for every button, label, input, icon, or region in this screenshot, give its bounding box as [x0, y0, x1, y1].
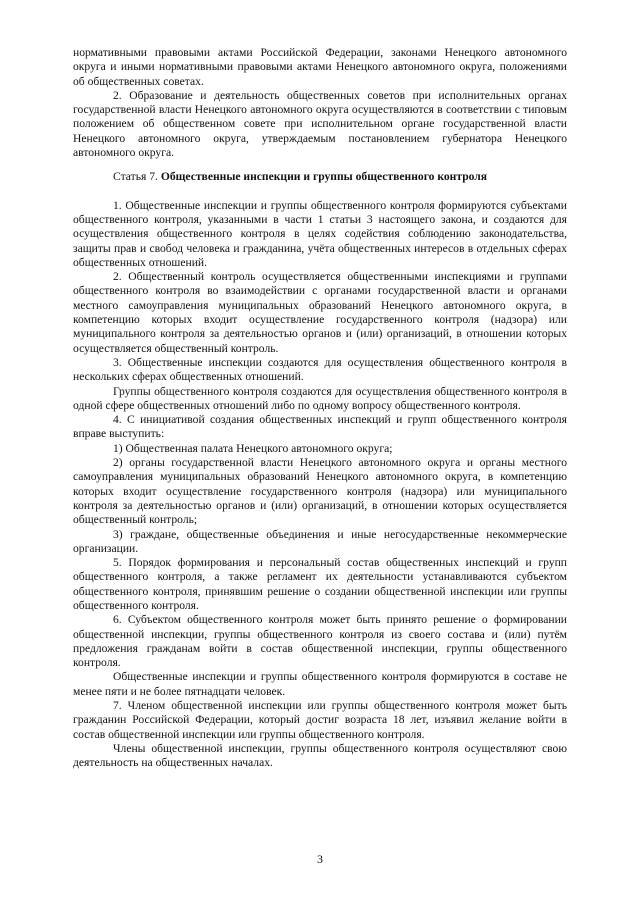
paragraph-4-item-3: 3) граждане, общественные объединения и иные негосударственные некоммерческие организации. [73, 527, 567, 555]
article-prefix: Статья 7. [113, 170, 158, 184]
page-number: 3 [317, 852, 323, 866]
paragraph-3: 3. Общественные инспекции создаются для осуществления общественного контроля в нескольких сферах общественных отношений. [73, 355, 567, 384]
intro-paragraph-2: 2. Образование и деятельность общественных советов при исполнительных органах государственной власти Ненецкого автономного округа осуществляются в соответствии с типовым положением об общественном совете при исполнительном органе государственной власти Ненецкого автономного округа, утверждаемым постановлением губернатора Ненецкого автономного округа. [73, 88, 567, 160]
paragraph-7: 7. Членом общественной инспекции или группы общественного контроля может быть гражданин Российской Федерации, который достиг возраста 18 лет, изъявил желание войти в состав общественной инспекции или группы общественного контроля. [73, 699, 567, 741]
article-title: Общественные инспекции и группы общественного контроля [160, 170, 488, 184]
document-page [73, 46, 567, 771]
paragraph-1: 1. Общественные инспекции и группы общественного контроля формируются субъектами общественного контроля, указанными в части 1 статьи 3 настоящего закона, и создаются для осуществления общественного контроля в целях содействия соблюдению законодательства, защиты прав и свобод человека и гражданина, учёта общественных интересов в отдельных сферах общественных отношений. [73, 198, 567, 269]
paragraph-4-item-1: 1) Общественная палата Ненецкого автономного округа; [113, 441, 393, 455]
paragraph-5: 5. Порядок формирования и персональный состав общественных инспекций и групп общественного контроля, а также регламент их деятельности устанавливаются субъектом общественного контроля, принявшим решение о создании общественной инспекции или группы общественного контроля. [73, 556, 567, 612]
paragraph-4-item-2: 2) органы государственной власти Ненецкого автономного округа и органы местного самоуправления муниципальных образований Ненецкого автономного округа, в компетенцию которых входит осуществление государственного контроля (надзора) или муниципального контроля за деятельностью органов и (или) организаций, в отношении которых осуществляется общественный контроль; [73, 456, 567, 527]
intro-paragraph-1: нормативными правовыми актами Российской Федерации, законами Ненецкого автономного округа и иными нормативными правовыми актами Ненецкого автономного округа, положениями об общественных советах. [73, 46, 567, 88]
paragraph-7-continued: Члены общественной инспекции, группы общественного контроля осуществляют свою деятельность на общественных началах. [73, 741, 567, 770]
article-heading [73, 170, 567, 184]
paragraph-4: 4. С инициативой создания общественных инспекций и групп общественного контроля вправе выступить: [73, 413, 567, 441]
paragraph-2: 2. Общественный контроль осуществляется общественными инспекциями и группами общественного контроля во взаимодействии с органами государственной власти и органами местного самоуправления муниципальных образований Ненецкого автономного округа, в компетенцию которых входит осуществление государственного контроля (надзора) или муниципального контроля за деятельностью органов и (или) организаций, в отношении которых осуществляется общественный контроль. [73, 270, 567, 355]
paragraph-6: 6. Субъектом общественного контроля может быть принято решение о формировании общественной инспекции, группы общественного контроля из своего состава и (или) путём предложения гражданам войти в состав общественной инспекции, группы общественного контроля. [73, 613, 567, 670]
paragraph-6-continued: Общественные инспекции и группы общественного контроля формируются в составе не менее пяти и не более пятнадцати человек. [73, 670, 567, 698]
paragraph-3-continued: Группы общественного контроля создаются для осуществления общественного контроля в одной сфере общественных отношений либо по одному вопросу общественного контроля. [73, 384, 567, 412]
